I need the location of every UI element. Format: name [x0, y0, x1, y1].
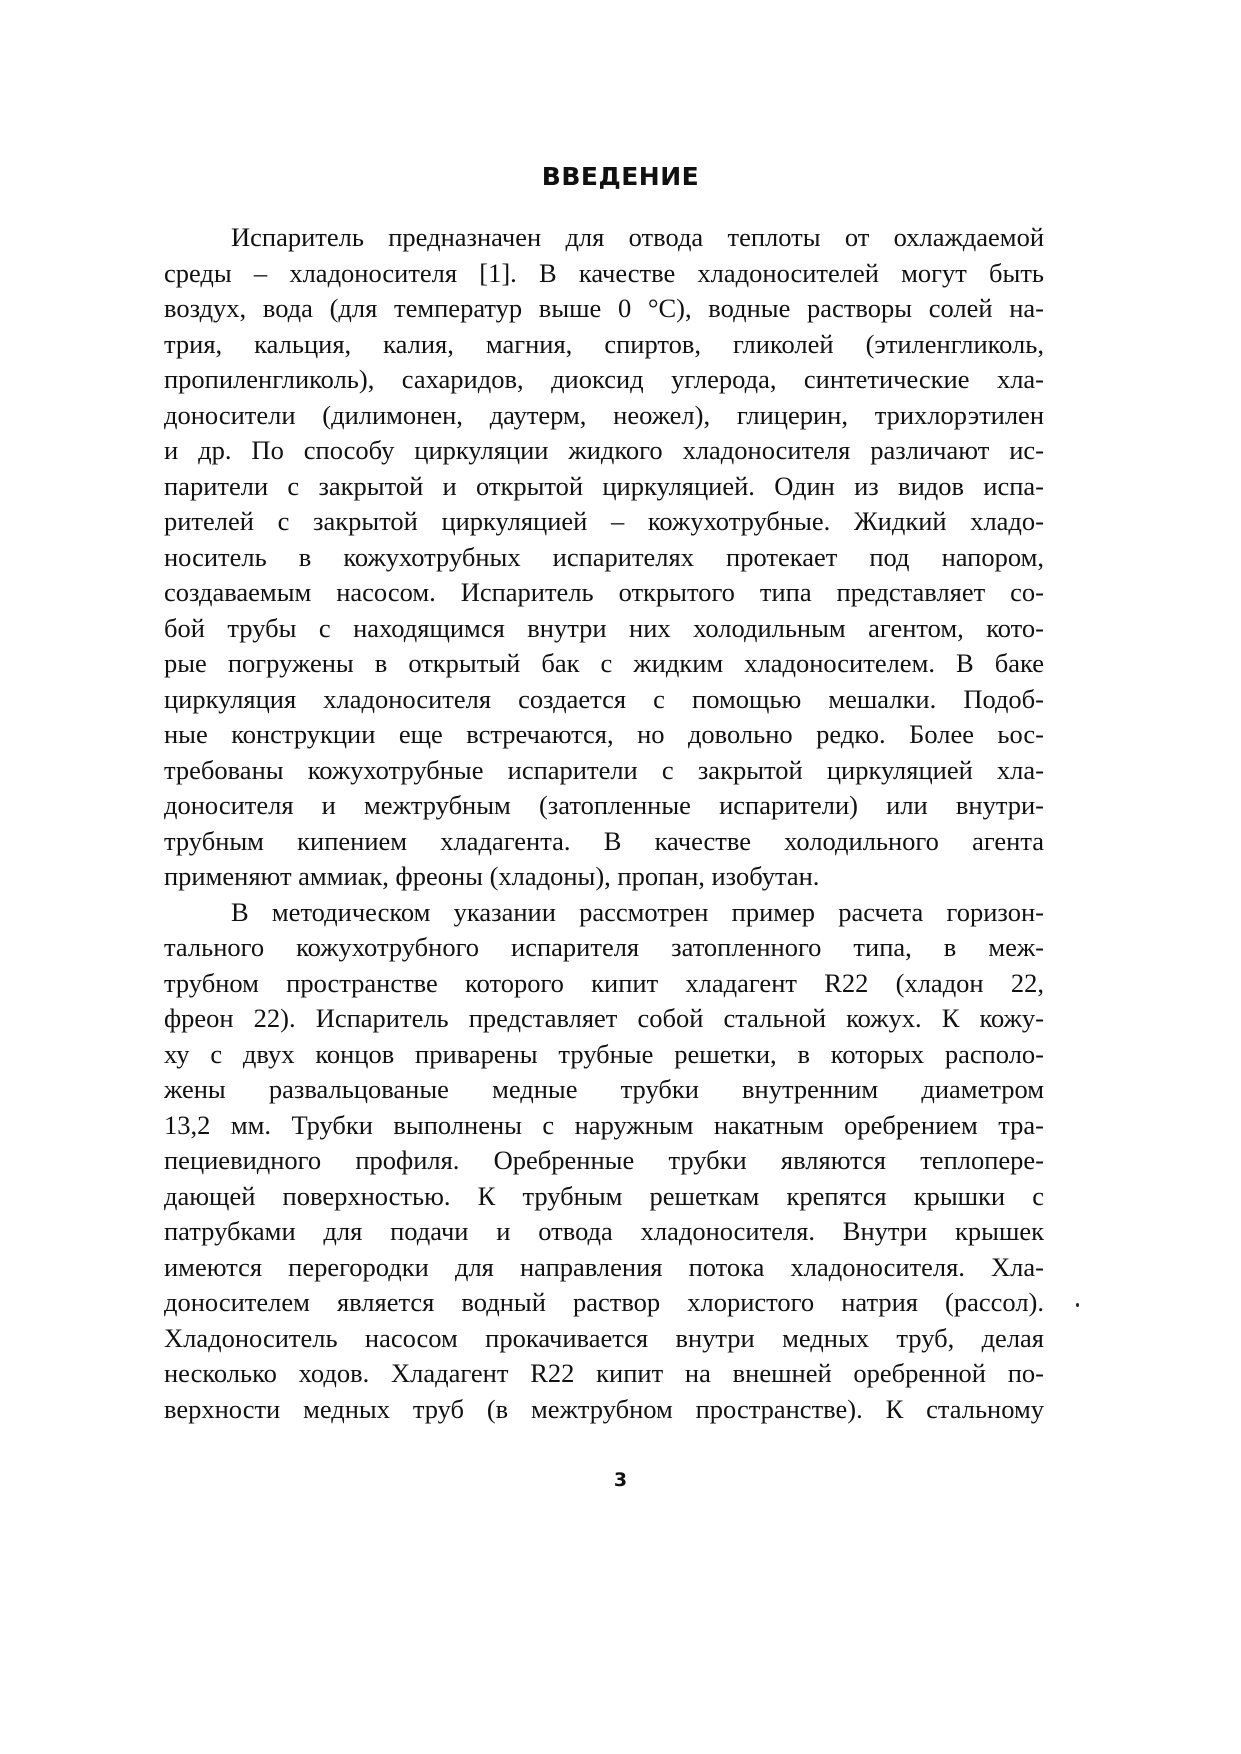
page-number: 3 — [613, 1469, 628, 1491]
text-line: ные конструкции еще встречаются, но довольно редко. Более ьос- — [164, 719, 1044, 749]
scan-speck — [1076, 1303, 1079, 1307]
page-heading: ВВЕДЕНИЕ — [541, 162, 700, 191]
text-line: доносителя и межтрубным (затопленные испарители) или внутри- — [164, 790, 1044, 820]
text-line: В методическом указании рассмотрен пример расчета горизон- — [231, 896, 1044, 927]
text-line: жены развальцованые медные трубки внутренним диаметром — [164, 1074, 1044, 1104]
text-line: рые погружены в открытый бак с жидким хладоносителем. В баке — [164, 648, 1044, 678]
body-text — [164, 220, 1044, 1427]
text-line: ху с двух концов приварены трубные решетки, в которых располо- — [164, 1038, 1044, 1069]
text-line: Испаритель предназначен для отвода теплоты от охлаждаемой — [231, 222, 1044, 252]
paragraph-2 — [164, 895, 1044, 1428]
text-line: среды – хладоносителя [1]. В качестве хладоносителей могут быть — [164, 257, 1044, 288]
text-line: пропиленгликоль), сахаридов, диоксид углерода, синтетические хла- — [164, 364, 1044, 394]
text-line: доносителем является водный раствор хлористого натрия (рассол). — [164, 1287, 1044, 1317]
text-line: трия, кальция, калия, магния, спиртов, гликолей (этиленгликоль, — [164, 328, 1044, 359]
text-line: рителей с закрытой циркуляцией – кожухотрубные. Жидкий хладо- — [164, 506, 1044, 536]
text-line: создаваемым насосом. Испаритель открытого типа представляет со- — [164, 577, 1044, 607]
text-line: парители с закрытой и открытой циркуляцией. Один из видов испа- — [164, 470, 1044, 501]
text-line: трубном пространстве которого кипит хладагент R22 (хладон 22, — [164, 967, 1044, 998]
text-line: циркуляция хладоносителя создается с помощью мешалки. Подоб- — [164, 683, 1044, 714]
text-line: тального кожухотрубного испарителя затопленного типа, в меж- — [164, 932, 1044, 962]
text-line: носитель в кожухотрубных испарителях протекает под напором, — [164, 541, 1044, 572]
text-line: воздух, вода (для температур выше 0 °С), водные растворы солей на- — [164, 293, 1044, 323]
paragraph-1 — [164, 220, 1044, 895]
text-line: дающей поверхностью. К трубным решеткам крепятся крышки с — [164, 1180, 1044, 1211]
text-line: доносители (дилимонен, даутерм, неожел), глицерин, трихлорэтилен — [164, 399, 1044, 430]
text-line: 13,2 мм. Трубки выполнены с наружным накатным оребрением тра- — [164, 1109, 1044, 1140]
text-line: и др. По способу циркуляции жидкого хладоносителя различают ис- — [164, 435, 1044, 465]
text-line: бой трубы с находящимся внутри них холодильным агентом, кото- — [164, 612, 1044, 643]
text-line: имеются перегородки для направления потока хладоносителя. Хла- — [164, 1251, 1044, 1282]
text-line: применяют аммиак, фреоны (хладоны), пропан, изобутан. — [164, 861, 820, 891]
text-line: требованы кожухотрубные испарители с закрытой циркуляцией хла- — [164, 754, 1044, 785]
text-line: фреон 22). Испаритель представляет собой стальной кожух. К кожу- — [164, 1003, 1044, 1033]
text-line: несколько ходов. Хладагент R22 кипит на внешней оребренной по- — [164, 1358, 1044, 1388]
text-line: трубным кипением хладагента. В качестве холодильного агента — [164, 825, 1044, 856]
text-line: верхности медных труб (в межтрубном пространстве). К стальному — [164, 1393, 1044, 1424]
text-line: патрубками для подачи и отвода хладоносителя. Внутри крышек — [164, 1216, 1044, 1246]
text-line: пециевидного профиля. Оребренные трубки являются теплопере- — [164, 1145, 1044, 1175]
text-line: Хладоноситель насосом прокачивается внутри медных труб, делая — [164, 1322, 1044, 1353]
